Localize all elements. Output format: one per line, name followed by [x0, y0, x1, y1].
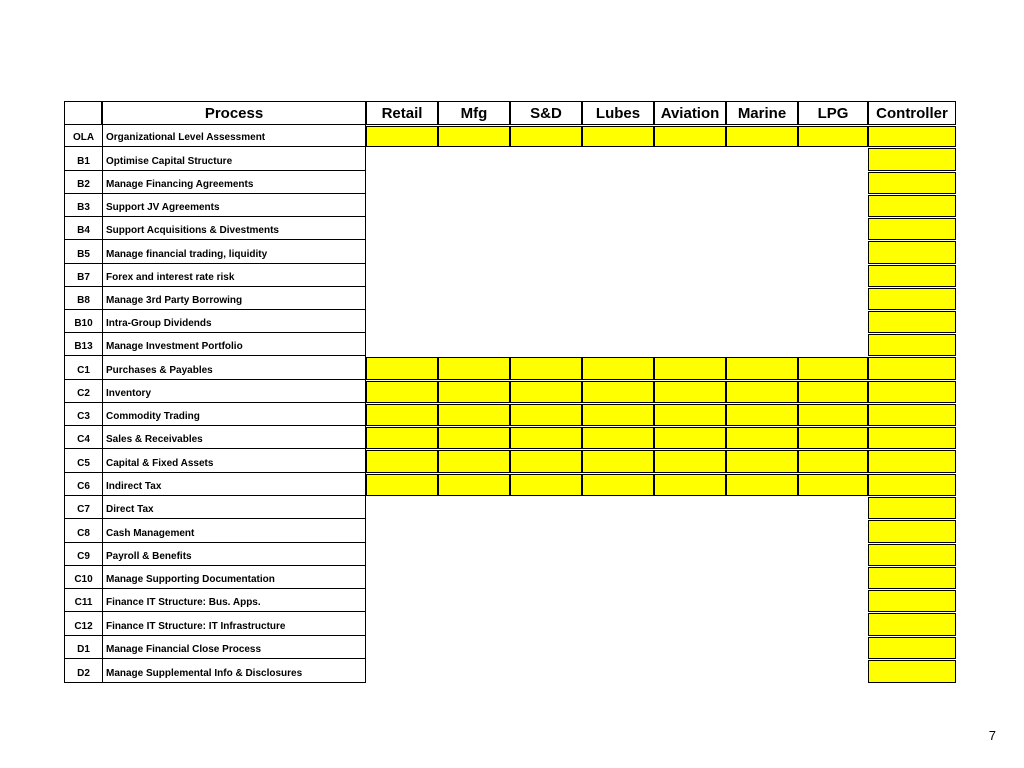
- highlight-cell-ola-mfg[interactable]: [438, 126, 510, 147]
- highlight-cell-c7-controller[interactable]: [868, 497, 956, 519]
- header-aviation: Aviation: [654, 101, 726, 125]
- highlight-cell-c11-controller[interactable]: [868, 590, 956, 612]
- row-process-name: Inventory: [102, 380, 366, 403]
- highlight-cell-c1-retail[interactable]: [366, 357, 438, 380]
- row-code: C11: [64, 589, 102, 612]
- highlight-cell-c5-s-d[interactable]: [510, 450, 582, 473]
- highlight-cell-c1-marine[interactable]: [726, 357, 798, 380]
- highlight-cell-b8-controller[interactable]: [868, 288, 956, 310]
- highlight-cell-c8-controller[interactable]: [868, 520, 956, 543]
- header-blank-cell: [64, 101, 102, 125]
- row-process-name: Support JV Agreements: [102, 194, 366, 217]
- highlight-cell-c6-controller[interactable]: [868, 474, 956, 496]
- highlight-cell-b2-controller[interactable]: [868, 172, 956, 194]
- row-code: B10: [64, 310, 102, 333]
- row-code: B3: [64, 194, 102, 217]
- highlight-cell-b4-controller[interactable]: [868, 218, 956, 240]
- highlight-cell-b13-controller[interactable]: [868, 334, 956, 356]
- highlight-cell-b5-controller[interactable]: [868, 241, 956, 264]
- highlight-cell-c2-lpg[interactable]: [798, 381, 868, 403]
- highlight-cell-c1-lpg[interactable]: [798, 357, 868, 380]
- highlight-cell-c3-marine[interactable]: [726, 404, 798, 426]
- row-process-name: Manage Supporting Documentation: [102, 566, 366, 589]
- highlight-cell-b1-controller[interactable]: [868, 148, 956, 171]
- row-code: C10: [64, 566, 102, 589]
- row-code: B2: [64, 171, 102, 194]
- highlight-cell-c2-s-d[interactable]: [510, 381, 582, 403]
- highlight-cell-c1-s-d[interactable]: [510, 357, 582, 380]
- row-process-name: Direct Tax: [102, 496, 366, 519]
- row-process-name: Intra-Group Dividends: [102, 310, 366, 333]
- highlight-cell-c5-mfg[interactable]: [438, 450, 510, 473]
- highlight-cell-c4-marine[interactable]: [726, 427, 798, 449]
- row-code: C3: [64, 403, 102, 426]
- row-code: B7: [64, 264, 102, 287]
- highlight-cell-c2-controller[interactable]: [868, 381, 956, 403]
- row-code: OLA: [64, 125, 102, 147]
- row-process-name: Support Acquisitions & Divestments: [102, 217, 366, 240]
- highlight-cell-c1-lubes[interactable]: [582, 357, 654, 380]
- highlight-cell-c6-mfg[interactable]: [438, 474, 510, 496]
- highlight-cell-c5-aviation[interactable]: [654, 450, 726, 473]
- highlight-cell-c4-lubes[interactable]: [582, 427, 654, 449]
- highlight-cell-c5-lubes[interactable]: [582, 450, 654, 473]
- row-process-name: Manage Financial Close Process: [102, 636, 366, 659]
- header-retail: Retail: [366, 101, 438, 125]
- highlight-cell-c3-s-d[interactable]: [510, 404, 582, 426]
- header-process: Process: [102, 101, 366, 125]
- row-process-name: Finance IT Structure: Bus. Apps.: [102, 589, 366, 612]
- highlight-cell-c10-controller[interactable]: [868, 567, 956, 589]
- highlight-cell-ola-lpg[interactable]: [798, 126, 868, 147]
- highlight-cell-b7-controller[interactable]: [868, 265, 956, 287]
- highlight-cell-ola-retail[interactable]: [366, 126, 438, 147]
- highlight-cell-d2-controller[interactable]: [868, 660, 956, 683]
- highlight-cell-c5-retail[interactable]: [366, 450, 438, 473]
- highlight-cell-c3-aviation[interactable]: [654, 404, 726, 426]
- highlight-cell-c1-mfg[interactable]: [438, 357, 510, 380]
- highlight-cell-c9-controller[interactable]: [868, 544, 956, 566]
- highlight-cell-c6-marine[interactable]: [726, 474, 798, 496]
- highlight-cell-d1-controller[interactable]: [868, 637, 956, 659]
- highlight-cell-c4-retail[interactable]: [366, 427, 438, 449]
- row-process-name: Commodity Trading: [102, 403, 366, 426]
- highlight-cell-c5-lpg[interactable]: [798, 450, 868, 473]
- highlight-cell-c6-lubes[interactable]: [582, 474, 654, 496]
- row-process-name: Organizational Level Assessment: [102, 125, 366, 147]
- highlight-cell-c4-controller[interactable]: [868, 427, 956, 449]
- highlight-cell-c4-mfg[interactable]: [438, 427, 510, 449]
- row-process-name: Manage Financing Agreements: [102, 171, 366, 194]
- row-code: C5: [64, 449, 102, 473]
- highlight-cell-c4-s-d[interactable]: [510, 427, 582, 449]
- highlight-cell-ola-aviation[interactable]: [654, 126, 726, 147]
- row-process-name: Finance IT Structure: IT Infrastructure: [102, 612, 366, 636]
- row-code: C7: [64, 496, 102, 519]
- row-process-name: Manage financial trading, liquidity: [102, 240, 366, 264]
- highlight-cell-ola-lubes[interactable]: [582, 126, 654, 147]
- row-code: B8: [64, 287, 102, 310]
- highlight-cell-c3-lpg[interactable]: [798, 404, 868, 426]
- highlight-cell-c3-retail[interactable]: [366, 404, 438, 426]
- row-code: C12: [64, 612, 102, 636]
- row-code: D1: [64, 636, 102, 659]
- header-s-d: S&D: [510, 101, 582, 125]
- header-lubes: Lubes: [582, 101, 654, 125]
- highlight-cell-c6-lpg[interactable]: [798, 474, 868, 496]
- highlight-cell-c1-controller[interactable]: [868, 357, 956, 380]
- row-code: B13: [64, 333, 102, 356]
- row-process-name: Forex and interest rate risk: [102, 264, 366, 287]
- row-code: D2: [64, 659, 102, 683]
- row-code: C9: [64, 543, 102, 566]
- header-controller: Controller: [868, 101, 956, 125]
- highlight-cell-c6-aviation[interactable]: [654, 474, 726, 496]
- highlight-cell-c12-controller[interactable]: [868, 613, 956, 636]
- header-lpg: LPG: [798, 101, 868, 125]
- highlight-cell-ola-controller[interactable]: [868, 126, 956, 147]
- highlight-cell-c3-controller[interactable]: [868, 404, 956, 426]
- row-process-name: Manage Investment Portfolio: [102, 333, 366, 356]
- highlight-cell-c2-lubes[interactable]: [582, 381, 654, 403]
- row-code: C2: [64, 380, 102, 403]
- highlight-cell-ola-s-d[interactable]: [510, 126, 582, 147]
- highlight-cell-ola-marine[interactable]: [726, 126, 798, 147]
- row-code: B1: [64, 147, 102, 171]
- row-process-name: Capital & Fixed Assets: [102, 449, 366, 473]
- row-code: B4: [64, 217, 102, 240]
- highlight-cell-b3-controller[interactable]: [868, 195, 956, 217]
- row-code: C4: [64, 426, 102, 449]
- highlight-cell-c2-retail[interactable]: [366, 381, 438, 403]
- highlight-cell-c4-lpg[interactable]: [798, 427, 868, 449]
- highlight-cell-c2-marine[interactable]: [726, 381, 798, 403]
- highlight-cell-c5-marine[interactable]: [726, 450, 798, 473]
- row-process-name: Indirect Tax: [102, 473, 366, 496]
- row-code: B5: [64, 240, 102, 264]
- row-code: C8: [64, 519, 102, 543]
- highlight-cell-c5-controller[interactable]: [868, 450, 956, 473]
- row-process-name: Purchases & Payables: [102, 356, 366, 380]
- row-process-name: Manage Supplemental Info & Disclosures: [102, 659, 366, 683]
- highlight-cell-c1-aviation[interactable]: [654, 357, 726, 380]
- page-number: 7: [988, 728, 996, 743]
- highlight-cell-c6-s-d[interactable]: [510, 474, 582, 496]
- header-mfg: Mfg: [438, 101, 510, 125]
- row-process-name: Cash Management: [102, 519, 366, 543]
- highlight-cell-c2-aviation[interactable]: [654, 381, 726, 403]
- row-process-name: Manage 3rd Party Borrowing: [102, 287, 366, 310]
- highlight-cell-c2-mfg[interactable]: [438, 381, 510, 403]
- row-process-name: Optimise Capital Structure: [102, 147, 366, 171]
- highlight-cell-c3-lubes[interactable]: [582, 404, 654, 426]
- row-process-name: Payroll & Benefits: [102, 543, 366, 566]
- highlight-cell-c3-mfg[interactable]: [438, 404, 510, 426]
- row-code: C1: [64, 356, 102, 380]
- row-process-name: Sales & Receivables: [102, 426, 366, 449]
- highlight-cell-c4-aviation[interactable]: [654, 427, 726, 449]
- header-marine: Marine: [726, 101, 798, 125]
- row-code: C6: [64, 473, 102, 496]
- highlight-cell-c6-retail[interactable]: [366, 474, 438, 496]
- highlight-cell-b10-controller[interactable]: [868, 311, 956, 333]
